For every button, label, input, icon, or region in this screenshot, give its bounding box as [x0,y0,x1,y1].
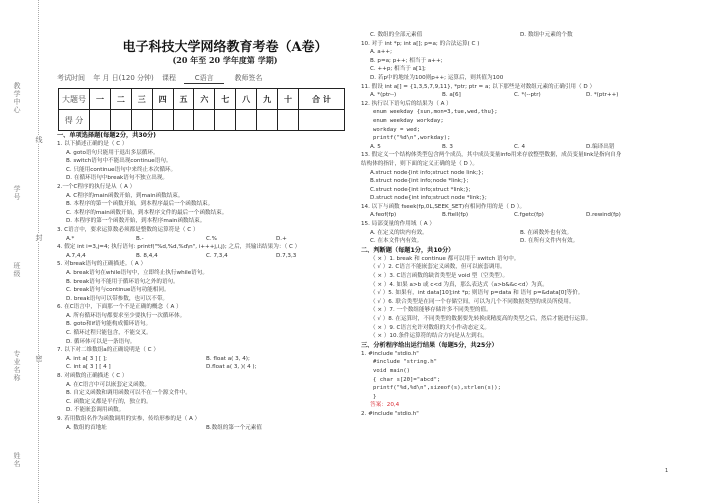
section-heading: 一、单项选择题(每题2分，共30分) [57,132,157,139]
option-text: C. 7,3,4 [206,252,228,259]
question-text: 9. 若用数组名作为函数调用的实参，传给形参的是（ A ） [57,416,201,422]
option-text: （ × ）9. C语言允许对数组的大小作动态定义。 [370,324,490,331]
score-table-header-label: 大题号 [59,89,90,110]
exam-meta [57,73,268,84]
option-text: B. float a( 3, 4); [206,355,250,362]
code-line: void main() [373,367,411,374]
option-text: D. 不能嵌套调用函数。 [66,407,125,414]
score-cell[interactable] [110,110,131,131]
option-text: C.struct node{int info;struct *link;}; [370,186,471,193]
score-table [58,88,345,131]
option-text: D.编译出错 [586,143,615,150]
option-row [57,252,349,261]
score-col: 一 [90,89,111,110]
option-text: B.- [136,235,144,242]
binding-line [38,0,39,503]
score-cell[interactable] [215,110,236,131]
binding-mark-line: 线 [35,136,43,143]
option-text: A.struct node{int info;struct node link;}; [370,169,484,176]
option-text: A. int a[ 3 ] [ ]; [66,355,108,362]
option-row [57,355,349,364]
binding-label-center: 教学中心 [13,82,21,114]
option-text: C. 数组的全部元素值 [370,32,423,38]
score-cell[interactable] [194,110,215,131]
option-text: B. a[6] [442,92,461,99]
question-text: 4. 假定 int i=3,j=4; 执行语句: printf("%d,%d,%d\n", i+++j,i,j); 之后，其输出结果为：（ C ） [57,244,301,251]
binding-mark-seal: 封 [35,234,43,241]
option-text: D.rewind(fp) [586,212,621,219]
option-text: C. 只能用continue语句中来终止本次循环。 [66,166,177,173]
code-line: { char s[20]="abcd"; [373,376,441,383]
option-text: A. 在定义的块内有效。 [370,229,428,236]
score-cell[interactable] [257,110,278,131]
score-cell[interactable] [298,110,344,131]
option-text: C.fgetc(fp) [514,212,544,219]
option-text: C.% [206,235,217,242]
option-text: B. 3 [442,143,453,150]
option-text: D. 若p中的地址为100则p++; 运算后，则其值为100 [370,74,504,81]
question-text: 5. 对break语句的正确描述。（ A ） [57,261,147,268]
exam-date: 年 月 日(120 分钟) [93,74,154,82]
option-text: C. int a[ 3 ] [ 4 ] [66,364,111,371]
option-text: A.* [66,235,75,242]
score-col: 五 [173,89,194,110]
score-col: 十 [278,89,299,110]
option-text: A. *(ptr--) [370,92,397,99]
option-text: A. C程序的main函数开始，到main函数结束。 [66,192,184,199]
option-row [361,31,691,40]
option-text: （ × ）10.条件运算符的结合方向是从左到右。 [370,333,488,340]
option-text: A. goto语句只能用于退出多层循环。 [66,149,159,156]
score-cell[interactable] [131,110,152,131]
code-line: enum weekday {sun,mon=3,tue,wed,thu}; [373,109,498,116]
option-row [361,143,691,152]
binding-label-student-id: 学号 [13,185,21,201]
section-heading: 三、分析程序给出运行结果（每题5分，共25分） [361,341,498,349]
option-text: C. 函数定义都是平行的，独立的。 [66,398,152,405]
option-text: B. 8,4,4 [136,252,158,259]
question-text: 2. #include "stdio.h" [361,410,419,417]
binding-label-class: 班级 [13,262,21,278]
option-row [361,229,691,238]
teacher-signature-label: 教师签名 [234,74,263,82]
option-text: C. *(--ptr) [514,92,541,99]
score-cell[interactable] [152,110,173,131]
score-col: 八 [236,89,257,110]
binding-label-major: 专业名称 [13,350,21,382]
score-col: 三 [131,89,152,110]
binding-mark-secret: 密 [35,355,43,362]
section-heading: 二、判断题（每题1分，共10分） [361,246,455,254]
question-text: 15. 局部变量的作用域（ A ） [361,221,435,228]
score-table-score-row [59,110,345,131]
code-line: printf("%d\n",workday); [373,135,451,142]
option-text: （ √ ）8. 在运算时，不同类型的数据要先转换成精度高的类型之后，然后才能进行运算。 [370,316,592,322]
answer-text: 答案：20,4 [370,402,400,409]
option-text: D.7,3,3 [276,252,297,259]
option-text: A. break语句在while语句中，立即终止执行while语句。 [66,269,208,276]
option-text: C. 循环过程只能包含，不能交叉。 [66,330,152,337]
score-cell[interactable] [236,110,257,131]
question-text: 10. 对于 int *p; int a[]; p=a; 的合法运算( C ) [361,40,480,47]
option-text: D.+ [276,235,287,242]
option-text: C. break语句与continue语句功能相同。 [66,287,170,294]
option-row [57,424,349,433]
score-col: 四 [152,89,173,110]
option-text: D. 循环体可以是一条语句。 [66,338,136,345]
score-table-header-row [59,89,345,110]
option-text: D.float a( 3, )( 4 ); [206,364,257,371]
score-col: 七 [215,89,236,110]
option-text: D. 在所有文件内有效。 [520,238,579,245]
option-row [361,211,691,220]
option-text: A. a++; [370,49,392,56]
option-text: B.struct node{int info;node *link;}; [370,178,469,185]
question-text: 8. 对函数的正确描述（ C ） [57,373,128,380]
option-text: A. 在C语言中可以嵌套定义函数。 [66,381,150,388]
option-text: D. 数组中元素的个数 [520,32,573,38]
option-text: B. 自定义函数和调用函数可以不在一个源文件中。 [66,390,191,397]
question-text: 12. 执行以下语句后的结果为（ A ） [361,100,452,107]
exam-title: 电子科技大学网络教育考卷（A卷） [122,40,328,55]
course-value: C语言 [184,73,224,84]
course-label: 课程 [161,74,176,82]
left-column [57,131,349,432]
code-line: workday = wed; [373,126,421,133]
score-cell[interactable] [90,110,111,131]
option-row [57,235,349,244]
option-text: A.feof(fp) [370,212,397,219]
question-text: 13. 假定义一个结构体类型包含两个成员，其中成员变量info用来存放整型数据，成员变量link是指向自身 [361,152,622,159]
question-text: 7. 以下对二维数组a的正确说明是（ C ） [57,347,159,354]
option-text: （ √ ）2. C语言不能嵌套定义函数，但可以嵌套调用。 [370,264,506,271]
option-text: A.7,4,4 [66,252,86,259]
option-row [57,363,349,372]
option-text: （ × ）3. C语言函数的缺省类型是 void 型（空类型）。 [370,273,509,280]
option-text: C. 本程序的main函数开始，到本程序文件的最后一个函数结束。 [66,209,228,216]
option-text: B. switch语句中不能出现continue语句。 [66,158,172,165]
code-line: #include "string.h" [373,359,437,366]
option-text: C. 4 [514,143,526,150]
option-text: B.数组的第一个元素值 [206,424,262,431]
question-text: 1. 以下描述正确的是（ C ） [57,141,128,147]
exam-time-label: 考试时间 [57,74,85,82]
option-text: （ × ）7. 一个数组能够存储许多不同类型的值。 [370,307,492,314]
page-number: 1 [665,468,669,474]
score-cell[interactable] [173,110,194,131]
question-text: 结构体的指针，则下面的定义正确的是（ D ）。 [361,160,478,167]
option-text: D. *(ptr++) [586,92,619,99]
code-line: enum weekday workday; [373,117,444,124]
option-row [361,91,691,100]
option-text: B. p=a; p++; 相当于 a++; [370,57,443,64]
option-row [361,237,691,246]
option-text: B.ftell(fp) [442,212,469,219]
option-text: （ × ）1. break 和 continue 都可以用于 switch 语句中。 [370,255,520,262]
option-text: B. 在函数外也有效。 [520,229,573,236]
option-text: C. 在本文件内有效。 [370,238,423,245]
right-column [361,31,691,419]
option-text: B. break语句不能用于循环语句之外的语句。 [66,278,179,285]
score-col: 九 [257,89,278,110]
score-cell[interactable] [278,110,299,131]
option-text: D. 本程序的第一个函数开始，到本程序main函数结束。 [66,218,206,225]
score-row-label: 得 分 [59,110,90,131]
option-text: （ √ ）5. 如果有，int data[10];int *p; 则语句 p=data 和 语句 p=&data[0]等价。 [370,290,584,297]
score-col: 六 [194,89,215,110]
option-text: C. ++p; 相当于 a[1]; [370,66,426,73]
score-col-total: 合 计 [298,89,344,110]
score-col: 二 [110,89,131,110]
option-text: A. 所有循环语句都要求至少要执行一次循环体。 [66,312,186,319]
option-text: A. 数组的首地址 [66,424,107,431]
binding-label-name: 姓名 [13,452,21,468]
question-text: 14. 以下与函数 fseek(fp,0L,SEEK_SET)有相同作用的是（ D ）。 [361,203,526,210]
option-text: D. 在循环语句中break语句不独立出现。 [66,175,169,182]
option-text: （ √ ）6. 联合类型是在同一个存储空间，可以为几个不同数据类型的成员所使用。 [370,298,575,305]
option-text: B. goto和if语句能构成循环语句。 [66,321,152,328]
option-text: D.struct node{int info;struct node *link;}; [370,195,487,202]
code-line: printf("%d,%d\n",sizeof(s),strlen(s)); [373,385,501,392]
option-text: B. 本程序的第一个函数开始，到本程序最后一个函数结束。 [66,201,214,208]
exam-subtitle: (20 年至 20 学年度第 学期) [172,55,278,65]
question-text: 11. 假设 int a[] = {1,3,5,7,9,11}, *ptr; ptr = a; 以下那些是对数组元素的正确引用（ D ） [361,83,596,90]
option-text: （ × ）4. 如果 a>b 或 c<d 为真，那么表达式（a>b&&c<d）为真。 [370,281,548,288]
question-text: 3. C语言中，要求运算数必须都是整数的运算符是（ C ） [57,226,199,233]
option-text: D. break语句可以带参数，也可以不带。 [66,295,169,302]
question-text: 1. #include "stdio.h" [361,350,419,357]
option-text: A. 5 [370,143,381,150]
code-line: } [373,393,377,400]
question-text: 2.一个C程序的执行是从（ A ） [57,183,136,190]
question-text: 6. 在C语言中，下面那一个不是正确的概念（ A ） [57,304,182,311]
